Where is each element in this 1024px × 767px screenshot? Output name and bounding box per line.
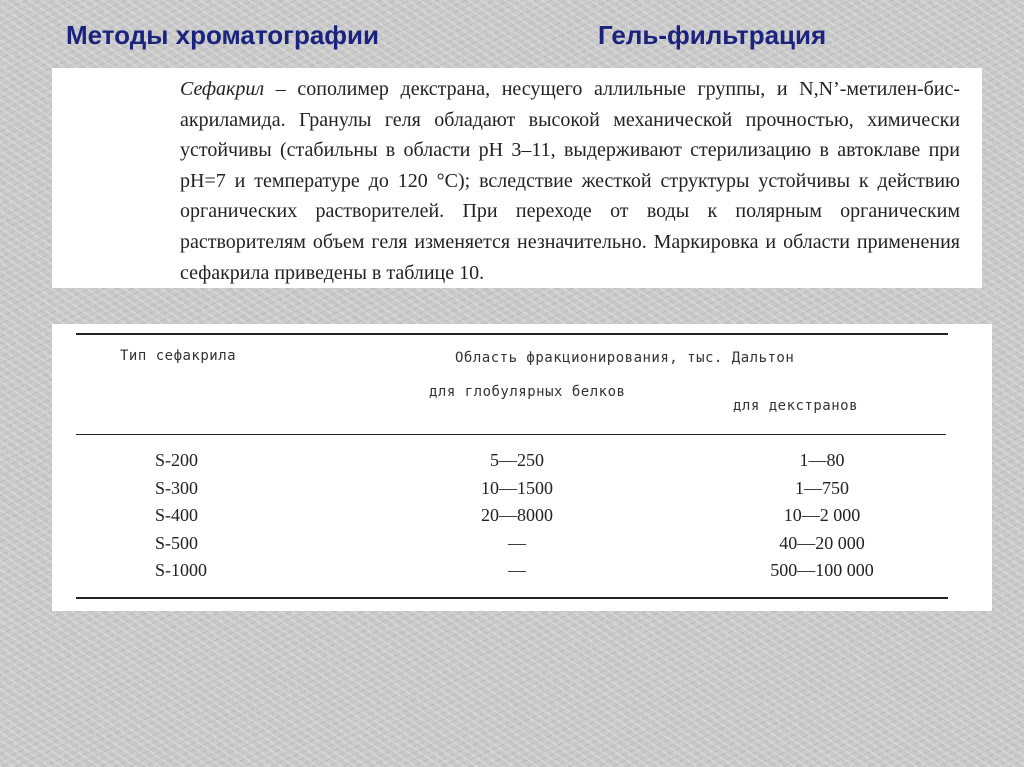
term-sephacryl: Сефакрил <box>180 78 265 100</box>
cell-type: S-400 <box>155 505 199 525</box>
cell-type: S-300 <box>155 477 199 498</box>
cell-dextran: 1—80 <box>799 450 845 470</box>
slide-title: Методы хроматографии <box>66 20 380 50</box>
cell-dextran: 1—750 <box>795 477 849 498</box>
cell-globular: — <box>508 560 526 580</box>
column-globular <box>447 447 587 585</box>
cell-globular: 10—1500 <box>481 477 553 498</box>
cell-type: S-500 <box>155 532 199 553</box>
cell-dextran: 500—100 000 <box>770 560 874 580</box>
column-type <box>155 447 207 585</box>
paragraph-body: – сополимер декстрана, несущего аллильные группы, и N,N’-метилен-бис-акриламида. Гранулы геля обладают высокой механической прочностью, химически устойчивы (стабильны в области pH 3–11, выдерживают стерилизацию в автоклаве при pH=7 и температуре до 120 °C); вследствие жесткой структуры устойчивы к действию органических растворителей. При переходе от воды к полярным органическим растворителям объем геля изменяется незначительно. Маркировка и области применения сефакрила приведены в таблице 10. <box>180 78 960 284</box>
cell-dextran: 40—20 000 <box>779 532 865 553</box>
description-paragraph <box>180 74 960 288</box>
header-dextran: для декстранов <box>733 398 859 414</box>
cell-type: S-1000 <box>155 560 208 580</box>
slide-subtitle: Гель-фильтрация <box>598 20 827 50</box>
cell-globular: 5—250 <box>490 450 544 470</box>
cell-globular: 20—8000 <box>481 505 553 525</box>
cell-type: S-200 <box>155 450 199 470</box>
table-rule-top <box>76 333 948 335</box>
cell-globular: — <box>508 532 526 553</box>
cell-dextran: 10—2 000 <box>783 505 861 525</box>
sephacryl-table <box>52 324 992 611</box>
table-rule-header <box>76 434 946 435</box>
text-excerpt <box>52 68 982 288</box>
header-globular: для глобулярных белков <box>429 384 626 400</box>
column-dextran <box>732 447 912 585</box>
table-rule-bottom <box>76 597 948 599</box>
header-type: Тип сефакрила <box>120 348 237 364</box>
header-range: Область фракционирования, тыс. Дальтон <box>455 350 795 366</box>
